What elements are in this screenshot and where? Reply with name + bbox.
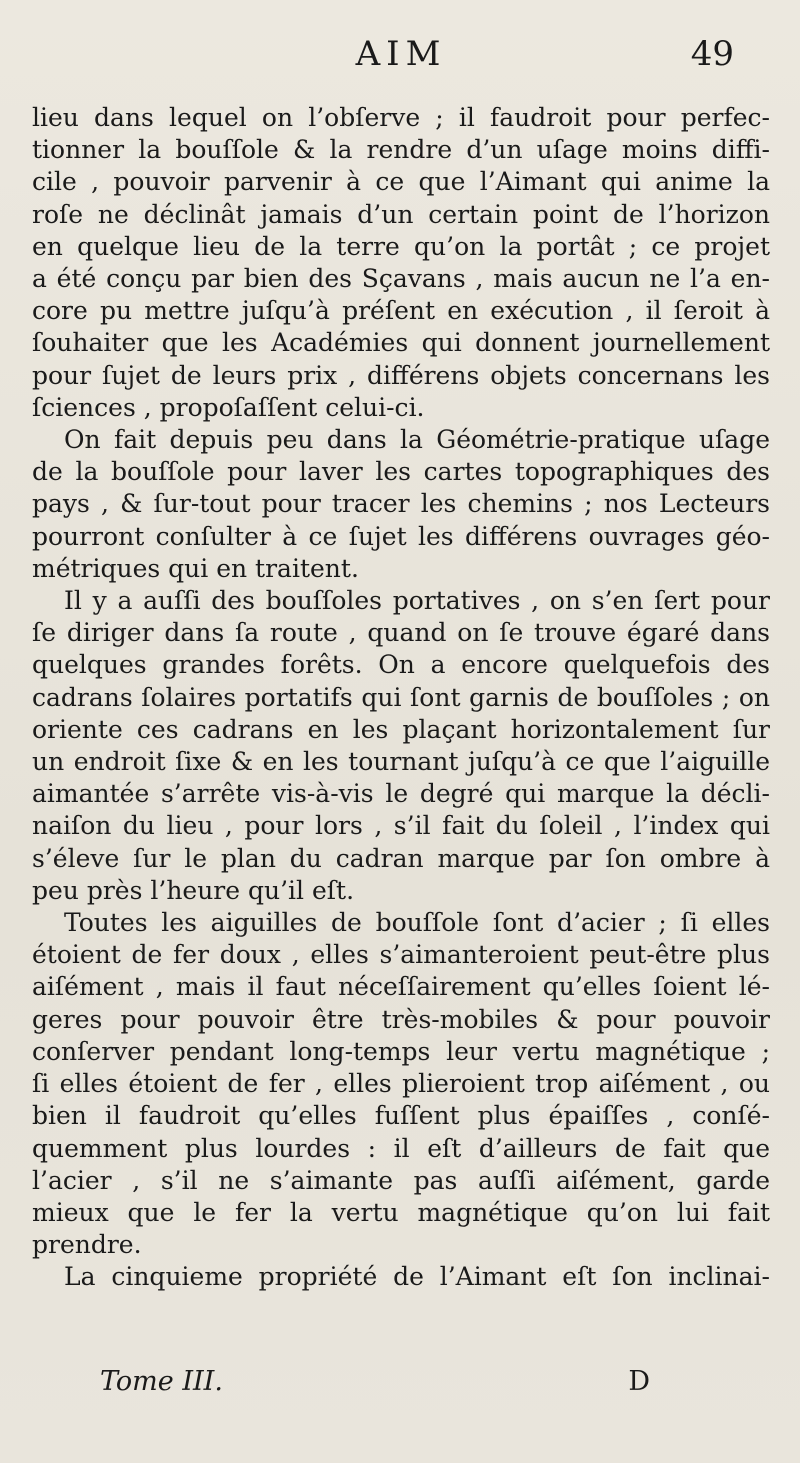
text-line: étoient de fer doux , elles s’aimanteroient peut-être plus: [32, 940, 770, 970]
text-line: roſe ne déclinât jamais d’un certain point de l’horizon: [32, 199, 770, 229]
text-line: l’acier , s’il ne s’aimante pas auſſi aiſément, garde: [32, 1165, 770, 1195]
text-line: s’éleve ſur le plan du cadran marque par ſon ombre à: [32, 843, 770, 873]
text-line: On fait depuis peu dans la Géométrie-pratique uſage: [64, 425, 770, 455]
text-line: conſerver pendant long-temps leur vertu magnétique ;: [32, 1036, 770, 1066]
text-line: métriques qui en traitent.: [32, 553, 359, 583]
running-head: AIM: [355, 34, 447, 74]
text-line: pays , & ſur-tout pour tracer les chemins ; nos Lecteurs: [32, 489, 770, 519]
text-line: pour ſujet de leurs prix , différens objets concernans les: [32, 360, 770, 390]
text-line: prendre.: [32, 1230, 142, 1260]
text-line: quelques grandes forêts. On a encore quelquefois des: [32, 650, 770, 680]
text-line: aiſément , mais il faut néceſſairement qu’elles ſoient lé-: [32, 972, 770, 1002]
text-line: ſe diriger dans ſa route , quand on ſe trouve égaré dans: [32, 618, 770, 648]
text-line: tionner la bouſſole & la rendre d’un uſage moins diffi-: [32, 135, 770, 165]
paragraph: [32, 1261, 770, 1293]
text-line: La cinquieme propriété de l’Aimant eſt ſon inclinai-: [64, 1262, 770, 1292]
text-line: ſciences , propoſaſſent celui-ci.: [32, 392, 425, 422]
text-line: Toutes les aiguilles de bouſſole ſont d’acier ; ſi elles: [64, 908, 770, 938]
text-line: cadrans ſolaires portatifs qui ſont garnis de bouſſoles ; on: [32, 682, 770, 712]
text-line: mieux que le fer la vertu magnétique qu’on lui fait: [32, 1197, 770, 1227]
text-line: naiſon du lieu , pour lors , s’il fait du ſoleil , l’index qui: [32, 811, 770, 841]
text-line: un endroit ſixe & en les tournant juſqu’à ce que l’aiguille: [32, 747, 770, 777]
page-footer: [100, 1362, 650, 1402]
paragraph: [32, 424, 770, 585]
text-line: en quelque lieu de la terre qu’on la portât ; ce projet: [32, 231, 770, 261]
page-header: [32, 30, 770, 82]
volume-mark: Tome III.: [100, 1366, 223, 1397]
paragraph: [32, 585, 770, 907]
signature-mark: D: [628, 1366, 650, 1397]
paragraph: [32, 907, 770, 1261]
text-line: geres pour pouvoir être très-mobiles & pour pouvoir: [32, 1004, 770, 1034]
text-line: oriente ces cadrans en les plaçant horizontalement ſur: [32, 714, 770, 744]
page-number: 49: [690, 34, 734, 74]
text-line: lieu dans lequel on l’obſerve ; il faudroit pour perfec-: [32, 103, 770, 132]
text-line: bien il faudroit qu’elles fuſſent plus épaiſſes , conſé-: [32, 1101, 770, 1131]
text-line: ſi elles étoient de fer , elles plieroient trop aiſément , ou: [32, 1069, 770, 1099]
text-line: core pu mettre juſqu’à préſent en exécution , il ſeroit à: [32, 296, 770, 326]
paragraph: [32, 102, 770, 424]
text-line: peu près l’heure qu’il eſt.: [32, 875, 355, 905]
text-line: a été conçu par bien des Sçavans , mais aucun ne l’a en-: [32, 264, 770, 294]
text-line: ſouhaiter que les Académies qui donnent journellement: [32, 328, 770, 358]
text-line: de la bouſſole pour laver les cartes topographiques des: [32, 457, 770, 487]
text-line: quemment plus lourdes : il eſt d’ailleurs de fait que: [32, 1133, 770, 1163]
body-text: [32, 102, 770, 1294]
text-line: aimantée s’arrête vis-à-vis le degré qui marque la décli-: [32, 779, 770, 809]
text-line: cile , pouvoir parvenir à ce que l’Aimant qui anime la: [32, 167, 770, 197]
text-line: pourront conſulter à ce ſujet les différens ouvrages géo-: [32, 521, 770, 551]
text-line: Il y a auſſi des bouſſoles portatives , on s’en ſert pour: [64, 586, 770, 616]
